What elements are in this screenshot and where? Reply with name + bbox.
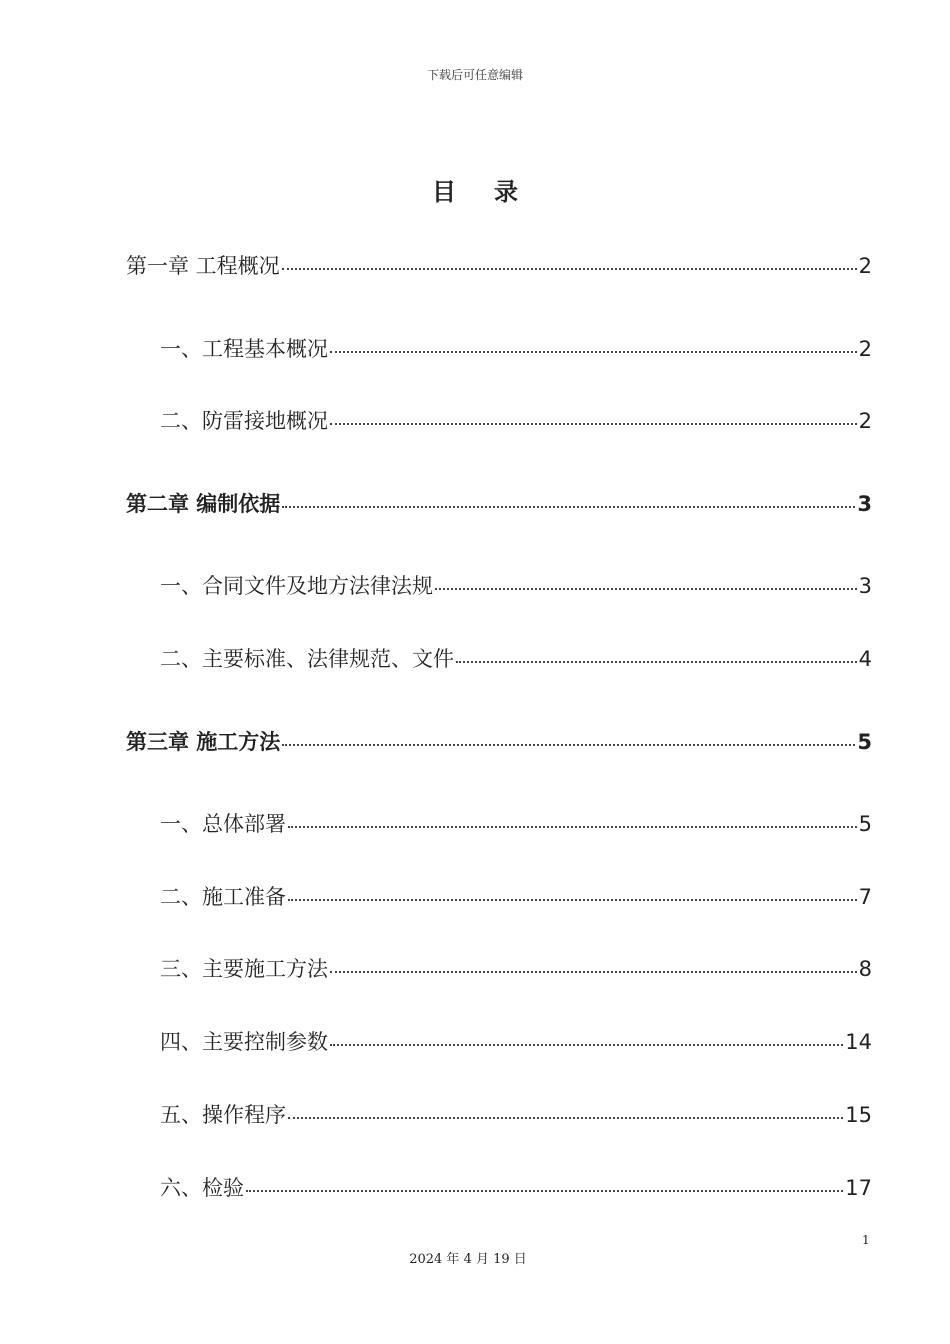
- toc-entry-page: 2: [858, 254, 872, 278]
- toc-entry-section[interactable]: [160, 1101, 872, 1129]
- toc-entry-page: 5: [858, 812, 872, 836]
- toc-entry-text: 第一章 工程概况: [126, 254, 280, 278]
- toc-entry-page: 3: [858, 574, 872, 598]
- toc-entry-text: 四、主要控制参数: [160, 1030, 328, 1054]
- toc-entry-page: 4: [858, 647, 872, 671]
- toc-entry-text: 第二章 编制依据: [126, 492, 281, 516]
- toc-entry-text: 二、防雷接地概况: [160, 409, 328, 433]
- toc-leader-dots: [282, 502, 855, 508]
- toc-entry-section[interactable]: [160, 407, 872, 435]
- toc-entry-section[interactable]: [160, 810, 872, 838]
- toc-entry-text: 一、合同文件及地方法律法规: [160, 574, 433, 598]
- toc-entry-chapter-3[interactable]: [126, 728, 872, 756]
- toc-entry-text: 三、主要施工方法: [160, 957, 328, 981]
- toc-entry-section[interactable]: [160, 1028, 872, 1056]
- toc-leader-dots: [282, 264, 857, 270]
- toc-entry-text: 第三章 施工方法: [126, 730, 281, 754]
- toc-leader-dots: [330, 419, 857, 425]
- toc-leader-dots: [330, 967, 857, 973]
- toc-leader-dots: [456, 657, 857, 663]
- toc-entry-page: 14: [845, 1030, 872, 1054]
- toc-leader-dots: [288, 822, 857, 828]
- toc-leader-dots: [282, 740, 855, 746]
- toc-entry-page: 2: [858, 337, 872, 361]
- toc-entry-text: 二、主要标准、法律规范、文件: [160, 647, 454, 671]
- toc-leader-dots: [288, 895, 857, 901]
- toc-entry-chapter-1[interactable]: [126, 252, 872, 280]
- header-note: 下载后可任意编辑: [426, 68, 523, 82]
- toc-leader-dots: [288, 1113, 843, 1119]
- toc-entry-page: 15: [845, 1103, 872, 1127]
- toc-entry-page: 17: [845, 1176, 872, 1200]
- toc-entry-text: 一、工程基本概况: [160, 337, 328, 361]
- toc-entry-text: 二、施工准备: [160, 885, 286, 909]
- page-number: 1: [862, 1233, 870, 1247]
- toc-leader-dots: [330, 347, 857, 353]
- toc-entry-text: 六、检验: [160, 1176, 244, 1200]
- toc-entry-text: 一、总体部署: [160, 812, 286, 836]
- toc-entry-page: 7: [858, 885, 872, 909]
- toc-entry-section[interactable]: [160, 335, 872, 363]
- toc-entry-page: 5: [857, 730, 872, 754]
- toc-leader-dots: [435, 584, 857, 590]
- toc-entry-section[interactable]: [160, 955, 872, 983]
- toc-entry-text: 五、操作程序: [160, 1103, 286, 1127]
- footer-date: 2024 年 4 月 19 日: [409, 1252, 527, 1267]
- toc-title: 目录: [432, 178, 556, 206]
- toc-entry-section[interactable]: [160, 883, 872, 911]
- toc-leader-dots: [330, 1040, 843, 1046]
- toc-entry-section[interactable]: [160, 572, 872, 600]
- toc-entry-page: 8: [858, 957, 872, 981]
- toc-leader-dots: [246, 1186, 843, 1192]
- toc-entry-page: 2: [858, 409, 872, 433]
- toc-entry-section[interactable]: [160, 1174, 872, 1202]
- toc-entry-chapter-2[interactable]: [126, 490, 872, 518]
- toc-entry-section[interactable]: [160, 645, 872, 673]
- toc-entry-page: 3: [857, 492, 872, 516]
